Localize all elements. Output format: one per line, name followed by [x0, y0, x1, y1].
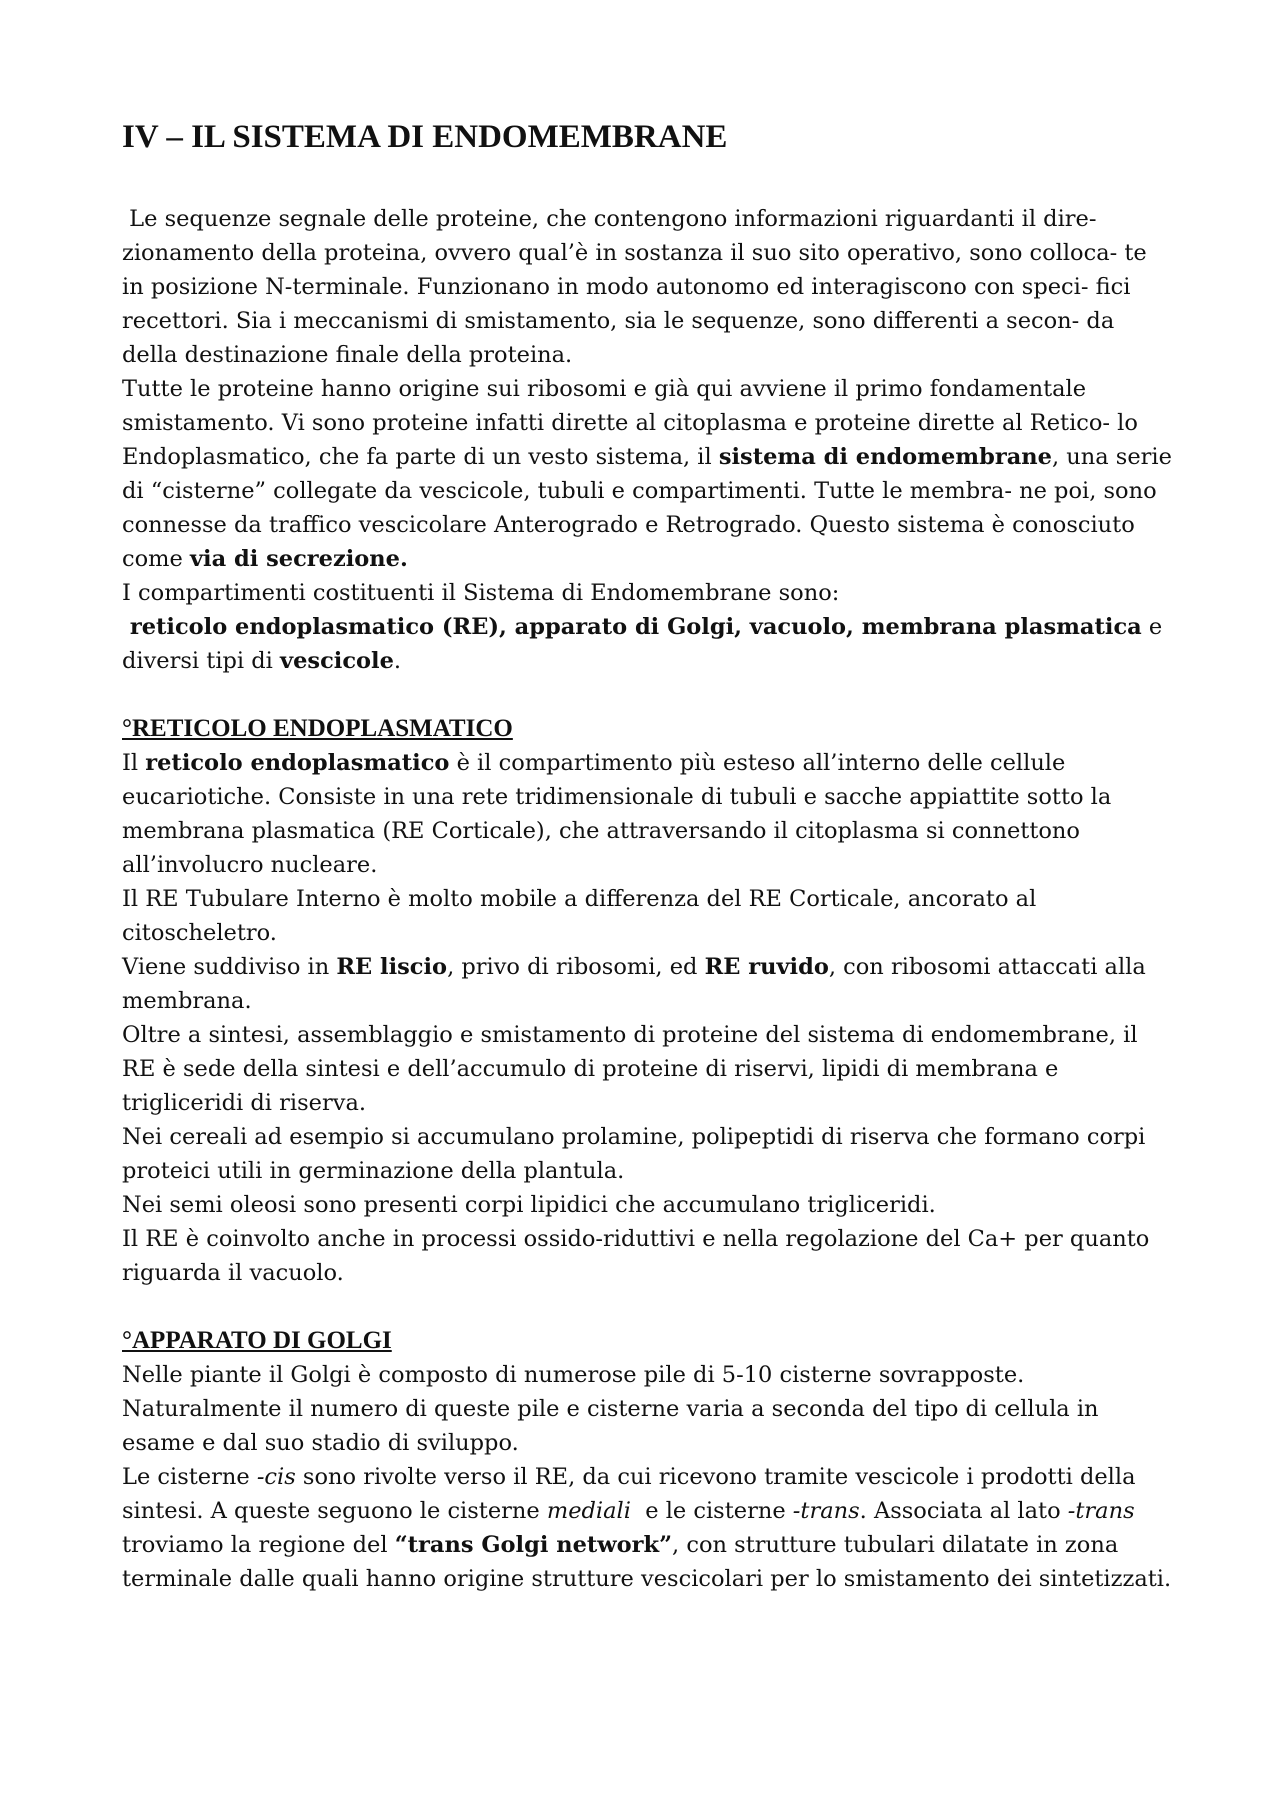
- text-run: , con strutture tubulari dilatate in zona terminale dalle quali hanno origine strutture vescicolari per lo smistamento dei sintetizzati.: [122, 1531, 1172, 1592]
- text-run: , una serie di “cisterne” collegate da vescicole, tubuli e compartimenti. Tutte le membra- ne poi, sono connesse da traffico vescicolare Anterogrado e Retrogrado. Questo sistema è conosciuto come: [122, 443, 1180, 572]
- text-run: Il RE è coinvolto anche in processi ossido-riduttivi e nella regolazione del Ca+ per quanto riguarda il vacuolo.: [122, 1225, 1157, 1286]
- text-run: Viene suddiviso in: [122, 953, 337, 980]
- bold-term: sistema di endomembrane: [718, 443, 1052, 470]
- text-run: Il: [122, 749, 146, 776]
- intro-text: [122, 202, 1180, 678]
- bold-term: RE liscio: [336, 953, 448, 980]
- section: [122, 1324, 1172, 1596]
- section-paragraph: [122, 1222, 1172, 1290]
- section-heading: °RETICOLO ENDOPLASMATICO: [122, 714, 513, 742]
- section-heading: °APPARATO DI GOLGI: [122, 1326, 392, 1354]
- bold-term: “trans Golgi network”: [394, 1531, 673, 1558]
- section-paragraph: [122, 1188, 1172, 1222]
- section: [122, 712, 1172, 1290]
- italic-term: mediali: [546, 1497, 631, 1524]
- bold-term: reticolo endoplasmatico: [145, 749, 450, 776]
- section-paragraph: [122, 1018, 1172, 1120]
- bold-term: reticolo endoplasmatico (RE), apparato di Golgi, vacuolo, membrana plasmatica: [122, 613, 1142, 640]
- section-paragraph: [122, 1392, 1172, 1460]
- text-run: e le cisterne: [630, 1497, 793, 1524]
- intro-paragraph: [122, 610, 1172, 678]
- text-run: e diversi tipi di: [122, 613, 1170, 674]
- section-paragraph: [122, 1460, 1172, 1596]
- text-run: Tutte le proteine hanno origine sui ribosomi e già qui avviene il primo fondamentale smistamento. Vi sono proteine infatti dirette al citoplasma e proteine dirette al Retico- lo Endoplasmatico, che fa parte di un vesto sistema, il: [122, 375, 1146, 470]
- section-paragraph: [122, 1358, 1172, 1392]
- document-page: [122, 118, 1180, 1596]
- section-paragraph: [122, 1120, 1172, 1188]
- bold-term: RE ruvido: [704, 953, 829, 980]
- page-title: IV – IL SISTEMA DI ENDOMEMBRANE: [122, 119, 728, 155]
- text-run: Le cisterne: [122, 1463, 257, 1490]
- section-paragraph: [122, 882, 1172, 950]
- bold-term: via di secrezione.: [189, 545, 408, 572]
- text-run: Il RE Tubulare Interno è molto mobile a differenza del RE Corticale, ancorato al citoscheletro.: [122, 885, 1044, 946]
- text-run: è il compartimento più esteso all’interno delle cellule eucariotiche. Consiste in una rete tridimensionale di tubuli e sacche appiattite sotto la membrana plasmatica (RE Corticale), che attraversando il citoplasma si connettono all’involucro nucleare.: [122, 749, 1119, 878]
- text-run: I compartimenti costituenti il Sistema di Endomembrane sono:: [122, 579, 840, 606]
- text-run: , privo di ribosomi, ed: [447, 953, 705, 980]
- text-run: Naturalmente il numero di queste pile e cisterne varia a seconda del tipo di cellula in esame e dal suo stadio di sviluppo.: [122, 1395, 1106, 1456]
- text-run: Nelle piante il Golgi è composto di numerose pile di 5-10 cisterne sovrapposte.: [122, 1361, 1025, 1388]
- italic-term: -cis: [256, 1463, 296, 1490]
- text-run: , con ribosomi attaccati alla membrana.: [122, 953, 1153, 1014]
- italic-term: -trans: [792, 1497, 860, 1524]
- text-run: Nei semi oleosi sono presenti corpi lipidici che accumulano trigliceridi.: [122, 1191, 936, 1218]
- intro-paragraph: [122, 576, 1172, 610]
- intro-paragraph: [122, 202, 1172, 372]
- intro-paragraph: [122, 372, 1180, 576]
- text-run: Oltre a sintesi, assemblaggio e smistamento di proteine del sistema di endomembrane, il RE è sede della sintesi e dell’accumulo di proteine di riservi, lipidi di membrana e trigliceridi di riserva.: [122, 1021, 1145, 1116]
- italic-term: -trans: [1067, 1497, 1135, 1524]
- text-run: . Associata al lato: [859, 1497, 1068, 1524]
- text-run: Le sequenze segnale delle proteine, che contengono informazioni riguardanti il dire- zionamento della proteina, ovvero qual’è in sostanza il suo sito operativo, sono colloca- te in posizione N-terminale. Funzionano in modo autonomo ed interagiscono con speci- fici recettori. Sia i meccanismi di smistamento, sia le sequenze, sono differenti a secon- da della destinazione finale della proteina.: [122, 205, 1154, 368]
- section-paragraph: [122, 950, 1172, 1018]
- sections-container: [122, 712, 1172, 1596]
- text-run: troviamo la regione del: [122, 1497, 1142, 1558]
- section-paragraph: [122, 746, 1172, 882]
- text-run: sono rivolte verso il RE, da cui ricevono tramite vescicole i prodotti della sintesi. A queste seguono le cisterne: [122, 1463, 1143, 1524]
- bold-term: vescicole: [280, 647, 394, 674]
- text-run: .: [393, 647, 402, 674]
- text-run: Nei cereali ad esempio si accumulano prolamine, polipeptidi di riserva che formano corpi proteici utili in germinazione della plantula.: [122, 1123, 1153, 1184]
